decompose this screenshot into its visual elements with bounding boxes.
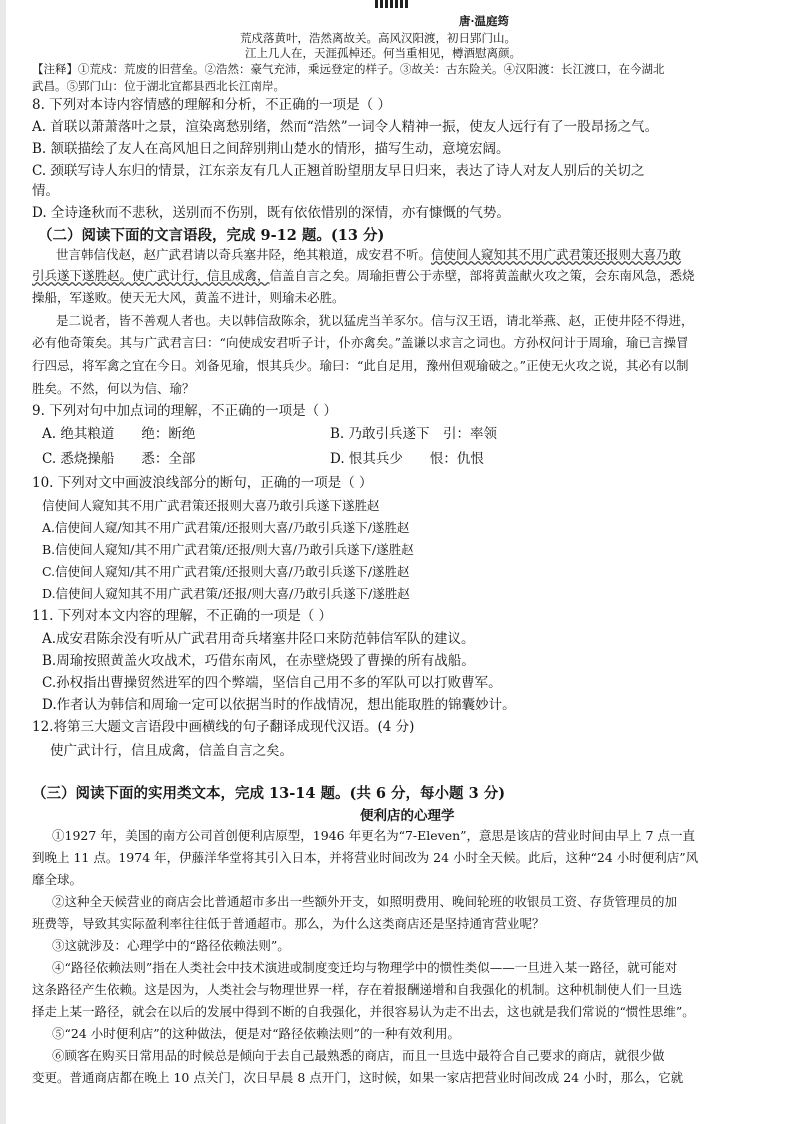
- q10-option-a: A.信使间人窥/知其不用广武君策/还报则大喜/乃敢引兵遂下/遂胜赵: [42, 520, 410, 535]
- q10-option-d: D.信使间人窥知其不用广武君策/还报/则大喜/乃敢引兵遂下/遂胜赵: [42, 586, 410, 601]
- article-title: 便利店的心理学: [360, 808, 455, 824]
- poem-author: 唐·温庭筠: [459, 14, 510, 28]
- page-scan-edge: [0, 0, 6, 1124]
- sec2-p1-line2: 引兵遂下遂胜赵。使广武计行，信且成禽，信盖自言之矣。周瑜拒曹公于赤壁，部将黄盖献火攻之策，会东南风急，悉烧: [32, 268, 695, 283]
- sec3-p6-line2: 变更。普通商店都在晚上 10 点关门，次日早晨 8 点开门，这时候，如果一家店把营业时间改成 24 小时，那么，它就: [32, 1070, 684, 1085]
- q11-option-c: C.孙权指出曹操贸然进军的四个弊端，坚信自己用不多的军队可以打败曹军。: [42, 675, 502, 691]
- sec3-p3: ③这就涉及：心理学中的“路径依赖法则”。: [52, 938, 290, 953]
- poem-notes-1: 【注释】①荒戍：荒废的旧营垒。②浩然：豪气充沛，乘远登定的样子。③故关：古东险关。④汉阳渡：长江渡口，在今湖北: [32, 62, 665, 76]
- poem-line-2: 江上几人在，天涯孤棹还。何当重相见，樽酒慰离颜。: [245, 46, 521, 60]
- sec2-p1-line1: 世言韩信伐赵，赵广武君请以奇兵塞井陉，绝其粮道，成安君不听。信使间人窥知其不用广武君策还报则大喜乃敢: [56, 247, 682, 262]
- q11-option-b: B.周瑜按照黄盖火攻战术，巧借东南风，在赤壁烧毁了曹操的所有战船。: [42, 653, 475, 669]
- q9-option-d: D. 恨其兵少 恨：仇恨: [330, 451, 484, 467]
- q10-stem: 10. 下列对文中画波浪线部分的断句，正确的一项是（ ）: [32, 475, 373, 491]
- sec2-p2-line2: 必有他奇策矣。其与广武君言曰：“向使成安君听子计，仆亦禽矣。”盖谦以求言之词也。方孙权问计于周瑜，瑜已言操冒: [32, 335, 689, 350]
- section3-title: （三）阅读下面的实用类文本，完成 13-14 题。(共 6 分，每小题 3 分): [32, 785, 506, 802]
- sec2-p2-line4: 胜矣。不然，何以为信、瑜？: [32, 381, 195, 396]
- q9-option-b: B. 乃敢引兵遂下 引：率领: [330, 426, 498, 442]
- q11-option-d: D.作者认为韩信和周瑜一定可以依据当时的作战情况，想出能取胜的锦囊妙计。: [42, 697, 516, 713]
- q8-stem: 8. 下列对本诗内容情感的理解和分析，不正确的一项是（ ）: [32, 97, 391, 113]
- q10-option-c: C.信使间人窥知/其不用广武君策/还报则大喜/乃敢引兵遂下/遂胜赵: [42, 564, 410, 579]
- sec3-p4-line3: 择走上某一路径，就会在以后的发展中得到不断的自我强化，并很容易认为走不出去，这也就是我们常说的“惯性思维”。: [32, 1004, 695, 1019]
- sec3-p6-line1: ⑥顾客在购买日常用品的时候总是倾向于去自己最熟悉的商店，而且一旦选中最符合自己要求的商店，就很少做: [52, 1048, 665, 1063]
- q10-option-b: B.信使间人窥知/其不用广武君策/还报/则大喜/乃敢引兵遂下/遂胜赵: [42, 542, 414, 557]
- sec3-p1-line1: ①1927 年，美国的南方公司首创便利店原型，1946 年更名为“7-Eleven”，意思是该店的营业时间由早上 7 点一直: [52, 828, 695, 843]
- section2-title: （二）阅读下面的文言语段，完成 9-12 题。(13 分): [38, 227, 385, 244]
- sec3-p1-line3: 靡全球。: [32, 872, 83, 887]
- q9-stem: 9. 下列对句中加点词的理解，不正确的一项是（ ）: [32, 403, 337, 419]
- sec3-p4-line2: 这条路径产生依赖。这是因为，人类社会与物理世界一样，存在着报酬递增和自我强化的机制。这种机制使人们一旦选: [32, 982, 683, 997]
- q9-option-a: A. 绝其粮道 绝：断绝: [42, 426, 196, 442]
- sec3-p5: ⑤“24 小时便利店”的这种做法，便是对“路径依赖法则”的一种有效利用。: [52, 1026, 460, 1041]
- sec2-p2-line1: 是二说者，皆不善观人者也。夫以韩信敌陈余，犹以猛虎当羊豕尔。信与汉王语，请北举燕、赵，正使井陉不得进，: [56, 313, 694, 328]
- wavy-underlined-sentence: 信使间人窥知其不用广武君策还报则大喜乃敢: [431, 247, 682, 262]
- q11-option-a: A.成安君陈余没有听从广武君用奇兵堵塞井陉口来防范韩信军队的建议。: [42, 631, 475, 647]
- header-mark: [375, 0, 409, 8]
- sec2-p1-line3: 操船，军遂败。使天无大风，黄盖不进计，则瑜未必胜。: [32, 290, 345, 305]
- q10-original: 信使间人窥知其不用广武君策还报则大喜乃敢引兵遂下遂胜赵: [42, 498, 380, 513]
- poem-notes-2: 武昌。⑤郢门山：位于湖北宜都县西北长江南岸。: [32, 79, 285, 93]
- q9-option-c: C. 悉烧操船 悉：全部: [42, 451, 196, 467]
- q12-sentence: 使广武计行，信且成禽，信盖自言之矣。: [50, 743, 293, 759]
- sec3-p2-line1: ②这种全天候营业的商店会比普通超市多出一些额外开支，如照明费用、晚间轮班的收银员工资、存货管理员的加: [52, 894, 678, 909]
- sec3-p2-line2: 班费等，导致其实际盈利率往往低于普通超市。那么，为什么这类商店还是坚持通宵营业呢？: [32, 916, 545, 931]
- sec3-p4-line1: ④“路径依赖法则”指在人类社会中技术演进或制度变迁均与物理学中的惯性类似——一旦进入某一路径，就可能对: [52, 960, 678, 975]
- poem-line-1: 荒戍落黄叶，浩然离故关。高风汉阳渡，初日郢门山。: [240, 31, 516, 45]
- q12-stem: 12.将第三大题文言语段中画横线的句子翻译成现代汉语。(4 分): [32, 719, 415, 735]
- q8-option-c-cont: 情。: [32, 183, 59, 199]
- q8-option-d: D. 全诗逢秋而不悲秋，送别而不伤别，既有依依惜别的深情，亦有慷慨的气势。: [32, 205, 510, 221]
- q11-stem: 11. 下列对本文内容的理解，不正确的一项是（ ）: [32, 608, 333, 624]
- sec3-p1-line2: 到晚上 11 点。1974 年，伊藤洋华堂将其引入日本，并将营业时间改为 24 小时全天候。此后，这种“24 小时便利店”风: [32, 850, 699, 865]
- q8-option-a: A. 首联以萧萧落叶之景，渲染离愁别绪，然而“浩然”一词令人精神一振，使友人远行有了一股昂扬之气。: [32, 119, 659, 135]
- sec2-p2-line3: 行四忌，将军禽之宜在今日。刘备见瑜，恨其兵少。瑜曰：“此自足用，豫州但观瑜破之。”正使无火攻之说，其必有以制: [32, 358, 689, 373]
- q8-option-c: C. 颈联写诗人东归的情景，江东亲友有几人正翘首盼望朋友早日归来，表达了诗人对友人别后的关切之: [32, 163, 645, 179]
- q8-option-b: B. 颔联描绘了友人在高风旭日之间辞别荆山楚水的情形，描写生动，意境宏阔。: [32, 141, 510, 157]
